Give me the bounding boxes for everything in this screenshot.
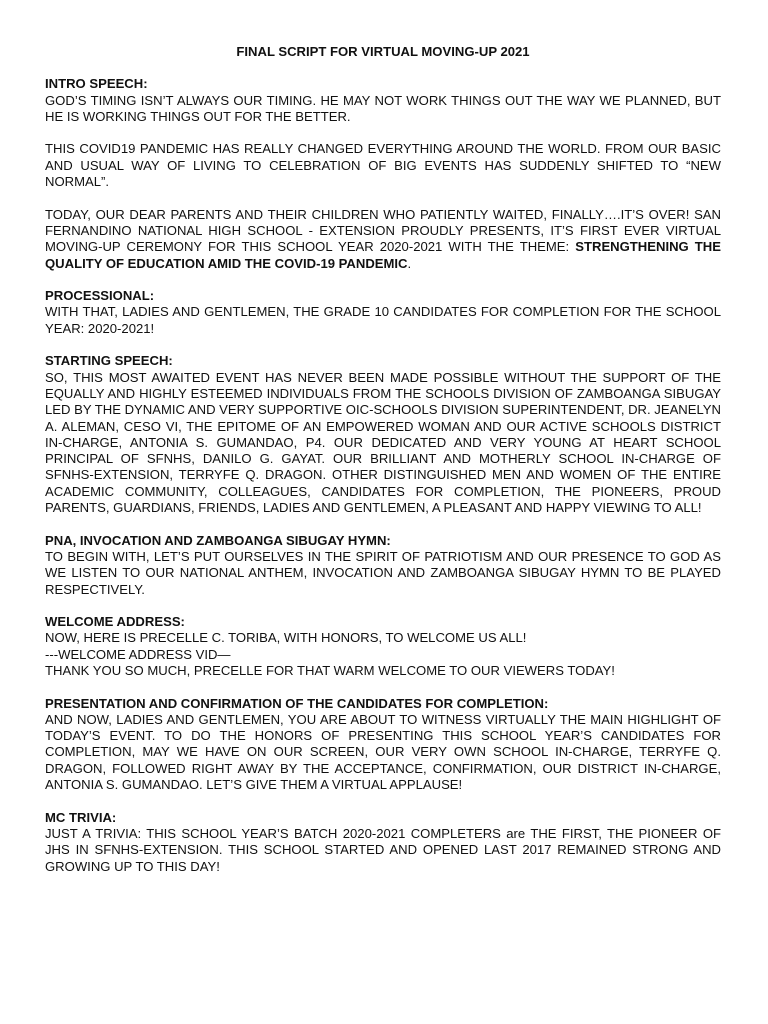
- section-presentation-confirmation: [45, 696, 721, 794]
- document-title: FINAL SCRIPT FOR VIRTUAL MOVING-UP 2021: [236, 44, 530, 59]
- paragraph: TO BEGIN WITH, LET’S PUT OURSELVES IN THE SPIRIT OF PATRIOTISM AND OUR PRESENCE TO GOD AS WE LISTEN TO OUR NATIONAL ANTHEM, INVOCATION AND ZAMBOANGA SIBUGAY HYMN TO BE PLAYED RESPECTIVELY.: [45, 548, 721, 597]
- paragraph: GOD’S TIMING ISN’T ALWAYS OUR TIMING. HE MAY NOT WORK THINGS OUT THE WAY WE PLANNED, BUT HE IS WORKING THINGS OUT FOR THE BETTER.: [45, 92, 721, 124]
- section-mc-trivia: [45, 810, 721, 875]
- section-heading: STARTING SPEECH:: [45, 353, 173, 369]
- section-starting-speech: [45, 353, 721, 516]
- section-heading: PROCESSIONAL:: [45, 288, 155, 304]
- section-heading: WELCOME ADDRESS:: [45, 614, 185, 630]
- section-heading: INTRO SPEECH:: [45, 76, 148, 92]
- paragraph-end: .: [407, 255, 412, 271]
- paragraph: AND NOW, LADIES AND GENTLEMEN, YOU ARE ABOUT TO WITNESS VIRTUALLY THE MAIN HIGHLIGHT OF TODAY’S EVENT. TO DO THE HONORS OF PRESENTING THIS SCHOOL YEAR’S CANDIDATES FOR COMPLETION, MAY WE HAVE ON OUR SCREEN, OUR VERY OWN SCHOOL IN-CHARGE, TERRYFE Q. DRAGON, FOLLOWED RIGHT AWAY BY THE ACCEPTANCE, CONFIRMATION, OUR DISTRICT IN-CHARGE, ANTONIA S. GUMANDAO. LET’S GIVE THEM A VIRTUAL APPLAUSE!: [45, 711, 721, 793]
- paragraph: THIS COVID19 PANDEMIC HAS REALLY CHANGED EVERYTHING AROUND THE WORLD. FROM OUR BASIC AND USUAL WAY OF LIVING TO CELEBRATION OF BIG EVENTS HAS SUDDENLY SHIFTED TO “NEW NORMAL”.: [45, 141, 721, 190]
- theme-text: STRENGTHENING THE QUALITY OF EDUCATION AMID THE COVID-19 PANDEMIC: [45, 239, 721, 271]
- paragraph-text: TODAY, OUR DEAR PARENTS AND THEIR CHILDREN WHO PATIENTLY WAITED, FINALLY….IT’S OVER! SAN FERNANDINO NATIONAL HIGH SCHOOL - EXTENSION PROUDLY PRESENTS, IT’S FIRST EVER VIRTUAL MOVING-UP CEREMONY FOR THIS SCHOOL YEAR 2020-2021 WITH THE THEME:: [45, 206, 721, 255]
- section-heading: MC TRIVIA:: [45, 809, 117, 825]
- section-pna-invocation-hymn: [45, 533, 721, 598]
- section-processional: [45, 288, 721, 337]
- paragraph: SO, THIS MOST AWAITED EVENT HAS NEVER BEEN MADE POSSIBLE WITHOUT THE SUPPORT OF THE EQUALLY AND HIGHLY ESTEEMED INDIVIDUALS FROM THE SCHOOLS DIVISION OF ZAMBOANGA SIBUGAY LED BY THE DYNAMIC AND VERY SUPPORTIVE OIC-SCHOOLS DIVISION SUPERINTENDENT, DR. JEANELYN A. ALEMAN, CESO VI, THE EPITOME OF AN EMPOWERED WOMAN AND OUR ACTIVE SCHOOLS DISTRICT IN-CHARGE, ANTONIA S. GUMANDAO, P4. OUR DEDICATED AND VERY YOUNG AT HEART SCHOOL PRINCIPAL OF SFNHS, DANILO G. GAYAT. OUR BRILLIANT AND MOTHERLY SCHOOL IN-CHARGE OF SFNHS-EXTENSION, TERRYFE Q. DRAGON. OTHER DISTINGUISHED MEN AND WOMEN OF THE ENTIRE ACADEMIC COMMUNITY, COLLEAGUES, CANDIDATES FOR COMPLETION, THE PIONEERS, PROUD PARENTS, GUARDIANS, FRIENDS, LADIES AND GENTLEMEN, A PLEASANT AND HAPPY VIEWING TO ALL!: [45, 369, 721, 516]
- paragraph: WITH THAT, LADIES AND GENTLEMEN, THE GRADE 10 CANDIDATES FOR COMPLETION FOR THE SCHOOL YEAR: 2020-2021!: [45, 304, 721, 336]
- section-heading: PRESENTATION AND CONFIRMATION OF THE CANDIDATES FOR COMPLETION:: [45, 695, 549, 711]
- section-intro-speech: [45, 76, 721, 272]
- section-heading: PNA, INVOCATION AND ZAMBOANGA SIBUGAY HYMN:: [45, 532, 391, 548]
- script-line: ---WELCOME ADDRESS VID—: [45, 646, 231, 662]
- document-page: [45, 44, 721, 891]
- script-line: NOW, HERE IS PRECELLE C. TORIBA, WITH HONORS, TO WELCOME US ALL!: [45, 630, 527, 646]
- paragraph: JUST A TRIVIA: THIS SCHOOL YEAR’S BATCH 2020-2021 COMPLETERS are THE FIRST, THE PIONEER OF JHS IN SFNHS-EXTENSION. THIS SCHOOL STARTED AND OPENED LAST 2017 REMAINED STRONG AND GROWING UP TO THIS DAY!: [45, 825, 721, 874]
- paragraph-theme: [45, 207, 721, 272]
- script-line: THANK YOU SO MUCH, PRECELLE FOR THAT WARM WELCOME TO OUR VIEWERS TODAY!: [45, 662, 615, 678]
- section-welcome-address: [45, 614, 721, 679]
